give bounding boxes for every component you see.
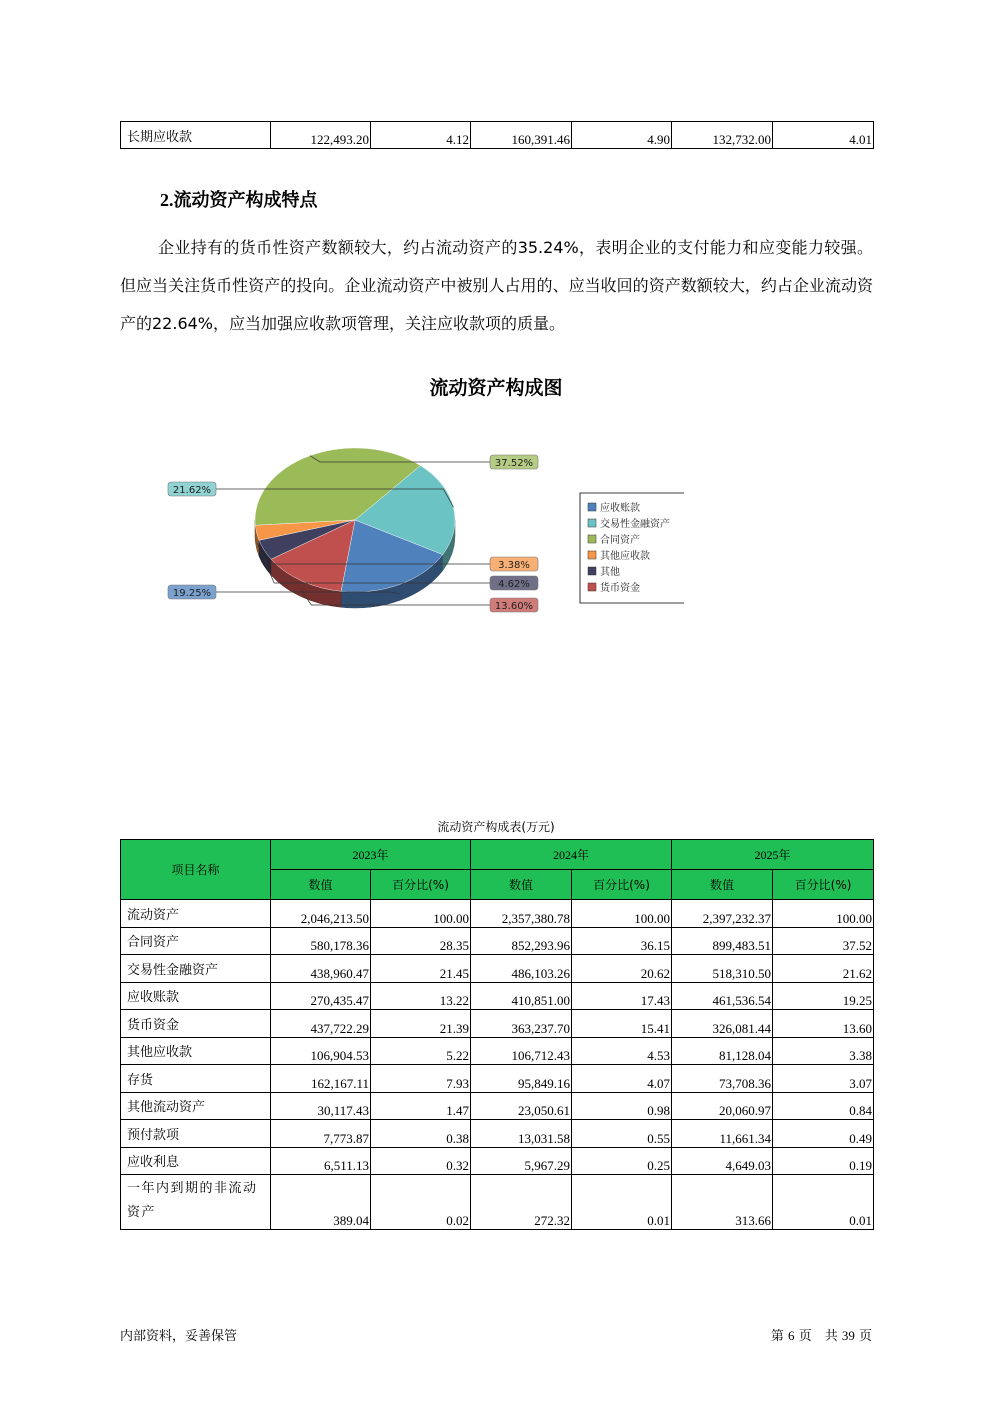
table-cell: 0.98 [572,1092,672,1120]
page-current: 6 [788,1328,795,1343]
legend-swatch [588,567,596,575]
table-cell: 4.07 [572,1065,672,1093]
column-header-year: 2023年 [271,840,471,870]
table-cell: 37.52 [773,927,874,955]
table-cell: 7.93 [371,1065,471,1093]
legend-label: 货币资金 [600,583,640,594]
table-cell: 122,493.20 [271,122,371,149]
table-cell: 3.38 [773,1037,874,1065]
table-cell: 6,511.13 [271,1147,371,1175]
data-label [168,585,216,599]
table-cell: 106,904.53 [271,1037,371,1065]
table-row [121,982,874,1010]
table-cell: 17.43 [572,982,672,1010]
footer-note: 内部资料，妥善保管 [120,1329,238,1344]
current-assets-table [120,839,874,1230]
page-mid: 页 共 [798,1329,838,1344]
table-header-row [121,840,874,870]
table-cell: 4.53 [572,1037,672,1065]
table-cell: 28.35 [371,927,471,955]
data-label-text: 19.25% [172,588,212,599]
row-label: 其他流动资产 [121,1092,271,1120]
table-cell: 1.47 [371,1092,471,1120]
table-cell: 160,391.46 [471,122,572,149]
table-cell: 5,967.29 [471,1147,572,1175]
data-label-text: 3.38% [498,560,530,571]
table-cell: 2,046,213.50 [271,900,371,928]
table-cell: 0.01 [572,1175,672,1230]
table-cell: 0.55 [572,1120,672,1148]
table-cell: 21.39 [371,1010,471,1038]
table-cell: 132,732.00 [672,122,773,149]
row-label: 应收账款 [121,982,271,1010]
column-header-year: 2024年 [471,840,672,870]
body-paragraph: 企业持有的货币性资产数额较大，约占流动资产的35.24%，表明企业的支付能力和应变能力较强。但应当关注货币性资产的投向。企业流动资产中被别人占用的、应当收回的资产数额较大，约占企业流动资产的22.64%，应当加强应收款项管理，关注应收款项的质量。 [120,238,873,333]
data-label [168,482,216,496]
column-header-value: 数值 [672,870,773,900]
table-cell: 0.02 [371,1175,471,1230]
row-label: 交易性金融资产 [121,955,271,983]
table-cell: 100.00 [371,900,471,928]
table-cell: 0.49 [773,1120,874,1148]
row-label: 应收利息 [121,1147,271,1175]
data-label-text: 13.60% [494,601,534,612]
pie-chart [0,0,992,700]
data-label [490,576,538,590]
table-cell: 5.22 [371,1037,471,1065]
table-cell: 2,397,232.37 [672,900,773,928]
table-row [121,1037,874,1065]
table-cell: 270,435.47 [271,982,371,1010]
legend-label: 其他应收款 [600,551,650,562]
table-cell: 0.38 [371,1120,471,1148]
table-cell: 389.04 [271,1175,371,1230]
page-number [771,1325,872,1344]
table-cell: 0.84 [773,1092,874,1120]
row-label: 预付款项 [121,1120,271,1148]
legend-swatch [588,519,596,527]
table-cell: 20,060.97 [672,1092,773,1120]
table-body [121,900,874,1230]
data-label [490,557,538,571]
legend-label: 其他 [600,567,620,578]
data-label-text: 37.52% [494,458,534,469]
table-cell: 7,773.87 [271,1120,371,1148]
table-cell: 81,128.04 [672,1037,773,1065]
legend-label: 交易性金融资产 [600,519,670,530]
table-cell: 21.45 [371,955,471,983]
table-row [121,1092,874,1120]
table-cell: 13,031.58 [471,1120,572,1148]
table-cell: 363,237.70 [471,1010,572,1038]
legend-swatch [588,583,596,591]
row-label: 其他应收款 [121,1037,271,1065]
table-cell: 580,178.36 [271,927,371,955]
table-row [121,1147,874,1175]
table-cell: 23,050.61 [471,1092,572,1120]
legend-swatch [588,503,596,511]
row-label: 一年内到期的非流动资产 [121,1175,271,1230]
row-label: 货币资金 [121,1010,271,1038]
table-row [121,1010,874,1038]
page-total: 39 [841,1328,855,1343]
table-cell: 0.01 [773,1175,874,1230]
page-suffix: 页 [858,1329,872,1344]
legend-label: 应收账款 [600,503,640,514]
table-cell: 326,081.44 [672,1010,773,1038]
table-cell: 100.00 [773,900,874,928]
pie-slices [255,448,455,592]
table-row [121,955,874,983]
table-cell: 0.32 [371,1147,471,1175]
table-cell: 0.25 [572,1147,672,1175]
column-header-percent: 百分比(%) [572,870,672,900]
table-cell: 272.32 [471,1175,572,1230]
table-cell: 852,293.96 [471,927,572,955]
table-cell: 0.19 [773,1147,874,1175]
data-label [490,455,538,469]
column-header-name: 项目名称 [121,840,271,900]
table-cell: 20.62 [572,955,672,983]
row-label: 存货 [121,1065,271,1093]
heading-text: 流动资产构成特点 [173,190,318,211]
table-caption: 流动资产构成表(万元) [437,820,555,834]
table-cell: 95,849.16 [471,1065,572,1093]
row-label: 长期应收款 [121,122,271,149]
row-label: 流动资产 [121,900,271,928]
table-cell: 518,310.50 [672,955,773,983]
page-prefix: 第 [770,1329,784,1344]
table-cell: 313.66 [672,1175,773,1230]
table-row [121,1175,874,1230]
table-cell: 4.12 [371,122,471,149]
table-cell: 461,536.54 [672,982,773,1010]
column-header-percent: 百分比(%) [773,870,874,900]
table-cell: 4.90 [572,122,672,149]
data-label [490,598,538,612]
heading-number: 2. [160,190,174,210]
table-cell: 106,712.43 [471,1037,572,1065]
table-cell: 162,167.11 [271,1065,371,1093]
table-cell: 21.62 [773,955,874,983]
table-cell: 73,708.36 [672,1065,773,1093]
table-cell: 437,722.29 [271,1010,371,1038]
table-cell: 2,357,380.78 [471,900,572,928]
table-cell: 410,851.00 [471,982,572,1010]
table-row [121,1120,874,1148]
table-cell: 100.00 [572,900,672,928]
table-cell: 13.22 [371,982,471,1010]
row-label: 合同资产 [121,927,271,955]
column-header-year: 2025年 [672,840,874,870]
table-cell: 4.01 [773,122,874,149]
table-cell: 438,960.47 [271,955,371,983]
table-cell: 30,117.43 [271,1092,371,1120]
table-row [121,927,874,955]
legend-swatch [588,551,596,559]
table-cell: 19.25 [773,982,874,1010]
legend-swatch [588,535,596,543]
legend-label: 合同资产 [600,535,640,546]
table-cell: 899,483.51 [672,927,773,955]
column-header-value: 数值 [471,870,572,900]
data-label-text: 4.62% [498,579,530,590]
table-row [121,900,874,928]
table-cell: 3.07 [773,1065,874,1093]
data-label-text: 21.62% [172,485,212,496]
chart-legend [580,493,684,603]
table-row [121,1065,874,1093]
table-cell: 36.15 [572,927,672,955]
table-cell: 15.41 [572,1010,672,1038]
table-cell: 4,649.03 [672,1147,773,1175]
column-header-value: 数值 [271,870,371,900]
column-header-percent: 百分比(%) [371,870,471,900]
chart-title: 流动资产构成图 [429,377,563,399]
table-cell: 11,661.34 [672,1120,773,1148]
table-cell: 486,103.26 [471,955,572,983]
table-cell: 13.60 [773,1010,874,1038]
